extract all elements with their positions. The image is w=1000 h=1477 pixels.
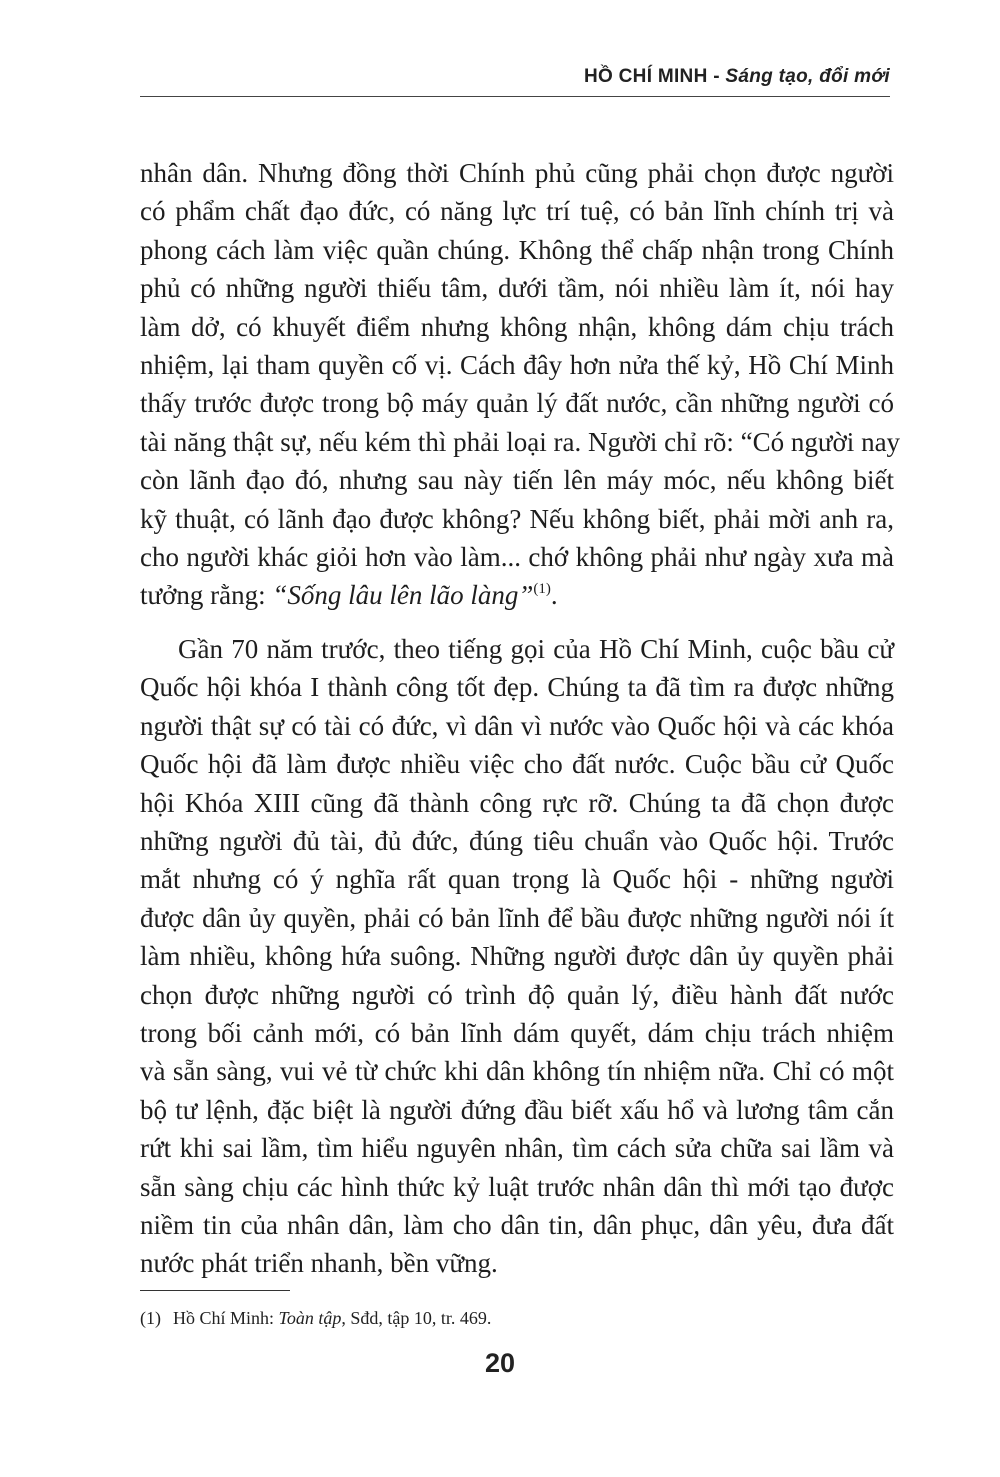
text-line: trong bối cảnh mới, có bản lĩnh dám quyết, dám chịu trách nhiệm (140, 1017, 894, 1048)
footnote (140, 1306, 900, 1330)
footnote-number: (1) (140, 1308, 161, 1328)
paragraph-gap (140, 615, 894, 630)
text-line: mắt nhưng có ý nghĩa rất quan trọng là Quốc hội - những người (140, 864, 894, 895)
text-line: Gần 70 năm trước, theo tiếng gọi của Hồ Chí Minh, cuộc bầu cử (178, 633, 894, 664)
footnote-details: , Sđd, tập 10, tr. 469. (341, 1308, 492, 1328)
text-line: được dân ủy quyền, phải có bản lĩnh để bầu được những người nói ít (140, 902, 894, 933)
text-line: người thật sự có tài có đức, vì dân vì nước vào Quốc hội và các khóa (140, 710, 894, 741)
text-line: còn lãnh đạo đó, nhưng sau này tiến lên máy móc, nếu không biết (140, 465, 894, 496)
text-line: có phẩm chất đạo đức, có năng lực trí tuệ, có bản lĩnh chính trị và (140, 196, 894, 227)
text-line: cho người khác giỏi hơn vào làm... chớ không phải như ngày xưa mà (140, 542, 894, 573)
text-line: và sẵn sàng, vui vẻ từ chức khi dân không tín nhiệm nữa. Chỉ có một (140, 1056, 894, 1087)
text-line: niềm tin của nhân dân, làm cho dân tin, dân phục, dân yêu, đưa đất (140, 1209, 894, 1240)
text-line-last: nước phát triển nhanh, bền vững. (140, 1248, 498, 1279)
quote-intro: tưởng rằng: (140, 580, 273, 611)
text-line: làm nhiều, không hứa suông. Những người được dân ủy quyền phải (140, 941, 894, 972)
quoted-saying: “Sống lâu lên lão làng” (272, 580, 534, 611)
text-line: phủ có những người thiếu tâm, dưới tầm, nói nhiều làm ít, nói hay (140, 273, 894, 304)
text-line: bộ tư lệnh, đặc biệt là người đứng đầu biết xấu hổ và lương tâm cắn (140, 1094, 894, 1125)
text-line-last (140, 576, 894, 614)
running-header (140, 66, 890, 88)
text-line: thấy trước được trong bộ máy quản lý đất nước, cần những người có (140, 388, 894, 419)
text-line: tài năng thật sự, nếu kém thì phải loại ra. Người chỉ rõ: “Có người nay (140, 426, 901, 457)
paragraph-1 (140, 154, 901, 615)
text-line: chọn được những người có trình độ quản lý, điều hành đất nước (140, 979, 894, 1010)
header-rule (140, 96, 890, 97)
text-line: rứt khi sai lầm, tìm hiểu nguyên nhân, tìm cách sửa chữa sai lầm và (140, 1133, 894, 1164)
header-author: HỒ CHÍ MINH (583, 66, 708, 87)
text-line: Quốc hội khóa I thành công tốt đẹp. Chúng ta đã tìm ra được những (140, 672, 894, 703)
text-line: kỹ thuật, có lãnh đạo được không? Nếu không biết, phải mời anh ra, (140, 503, 894, 534)
footnote-author: Hồ Chí Minh: (173, 1308, 279, 1328)
body-text (140, 154, 901, 1283)
header-separator: - (707, 66, 726, 87)
text-line: làm dở, có khuyết điểm nhưng không nhận, không dám chịu trách (140, 311, 894, 342)
text-line: nhân dân. Nhưng đồng thời Chính phủ cũng phải chọn được người (140, 158, 894, 188)
text-line: sẵn sàng chịu các hình thức kỷ luật trước nhân dân thì mới tạo được (140, 1171, 894, 1202)
footnote-rule (140, 1290, 290, 1291)
sentence-end: . (550, 580, 558, 611)
text-line: phong cách làm việc quần chúng. Không thể chấp nhận trong Chính (140, 234, 894, 265)
footnote-work-title: Toàn tập (278, 1308, 342, 1328)
text-line: nhiệm, lại tham quyền cố vị. Cách đây hơn nửa thế kỷ, Hồ Chí Minh (140, 350, 894, 381)
text-line: Quốc hội đã làm được nhiều việc cho đất nước. Cuộc bầu cử Quốc (140, 749, 894, 780)
text-line: những người đủ tài, đủ đức, đúng tiêu chuẩn vào Quốc hội. Trước (140, 825, 894, 856)
footnote-reference: (1) (533, 581, 551, 598)
paragraph-2 (140, 630, 894, 1283)
header-subtitle: Sáng tạo, đổi mới (725, 66, 890, 87)
page-number: 20 (484, 1348, 516, 1378)
text-line: hội Khóa XIII cũng đã thành công rực rỡ. Chúng ta đã chọn được (140, 787, 894, 818)
